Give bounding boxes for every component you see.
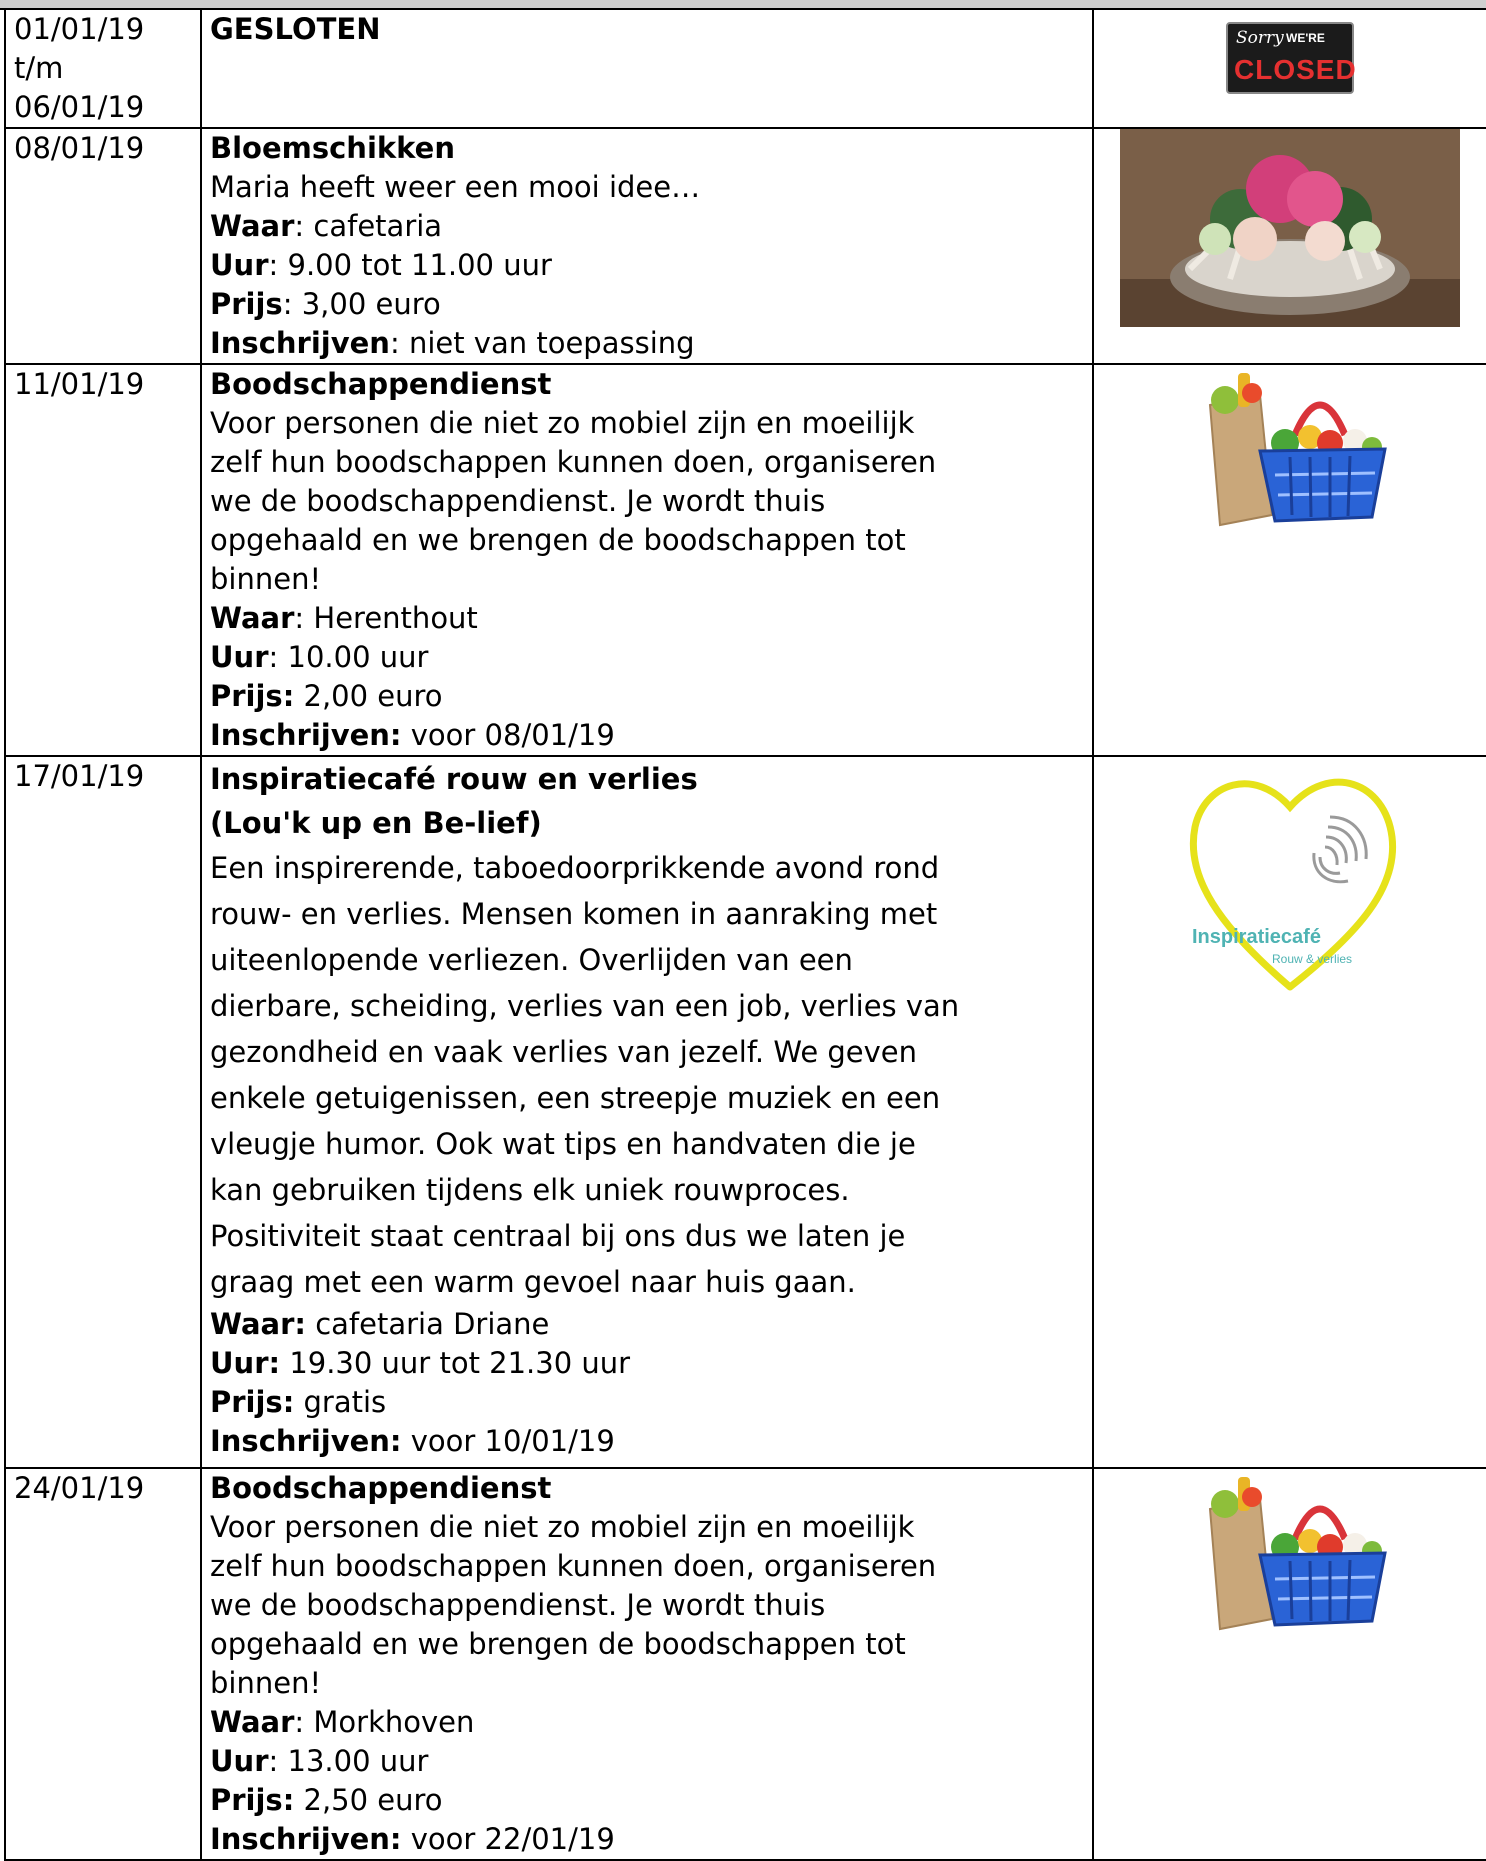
field-value: Herenthout [313, 601, 478, 635]
table-row [5, 128, 1486, 364]
description-line: opgehaald en we brengen de boodschappen tot [210, 523, 906, 557]
description-line: dierbare, scheiding, verlies van een job, verlies van [210, 989, 960, 1023]
description-line: binnen! [210, 1666, 322, 1700]
description-line: opgehaald en we brengen de boodschappen tot [210, 1627, 906, 1661]
field-label: Uur: [210, 1346, 281, 1380]
date-cell [5, 9, 201, 128]
description-cell [201, 128, 1093, 364]
field-label: Uur [210, 640, 269, 674]
description-line: rouw- en verlies. Mensen komen in aanraking met [210, 897, 938, 931]
field-value: gratis [303, 1385, 387, 1419]
date-cell [5, 128, 201, 364]
field-waar [210, 1305, 1084, 1344]
image-cell [1093, 128, 1486, 364]
activity-calendar-table [4, 8, 1486, 1861]
date-line: 24/01/19 [14, 1471, 145, 1505]
table-row [5, 1468, 1486, 1860]
field-label: Uur [210, 1744, 269, 1778]
date-cell [5, 756, 201, 1468]
closed-sign-sorry: Sorry [1236, 28, 1284, 48]
description-line: Voor personen die niet zo mobiel zijn en moeilijk [210, 1510, 915, 1544]
description-line: Een inspirerende, taboedoorprikkende avond rond [210, 851, 940, 885]
logo-title: Inspiratiecafé [1192, 926, 1321, 948]
closed-sign-closed: CLOSED [1234, 54, 1357, 85]
description-cell [201, 364, 1093, 756]
field-value: cafetaria [313, 209, 443, 243]
field-waar: Waar: Herenthout [210, 601, 478, 635]
closed-sign-image [1226, 22, 1357, 94]
field-waar: Waar: Morkhoven [210, 1705, 475, 1739]
description-cell [201, 1468, 1093, 1860]
description-line: Voor personen die niet zo mobiel zijn en moeilijk [210, 406, 915, 440]
activity-title: Boodschappendienst [210, 1471, 552, 1505]
table-row [5, 364, 1486, 756]
field-value: voor 08/01/19 [410, 718, 615, 752]
field-value: Morkhoven [313, 1705, 475, 1739]
field-label: Waar [210, 209, 295, 243]
field-label: Inschrijven [210, 326, 390, 360]
field-label: Prijs [210, 287, 283, 321]
date-line: 06/01/19 [14, 90, 145, 124]
closed-sign-were: WE'RE [1286, 31, 1325, 45]
table-row [5, 9, 1486, 128]
field-value: voor 10/01/19 [410, 1424, 615, 1458]
image-cell [1093, 756, 1486, 1468]
field-prijs [210, 1781, 1084, 1820]
field-value: cafetaria Driane [315, 1307, 550, 1341]
description-line: kan gebruiken tijdens elk uniek rouwproces. [210, 1173, 850, 1207]
field-label: Waar: [210, 1307, 306, 1341]
field-uur [210, 1344, 1084, 1383]
field-value: niet van toepassing [408, 326, 695, 360]
field-value: 3,00 euro [301, 287, 441, 321]
field-uur: Uur: 9.00 tot 11.00 uur [210, 248, 552, 282]
description-line: binnen! [210, 562, 322, 596]
date-cell [5, 364, 201, 756]
field-inschrijven [210, 1820, 1084, 1859]
activity-title: Bloemschikken [210, 131, 455, 165]
field-label: Inschrijven: [210, 1424, 402, 1458]
image-cell [1093, 364, 1486, 756]
field-value: 13.00 uur [287, 1744, 429, 1778]
field-prijs: Prijs: 3,00 euro [210, 287, 441, 321]
logo-subtitle: Rouw & verlies [1272, 952, 1353, 966]
field-value: 2,50 euro [303, 1783, 443, 1817]
inspiratiecafe-logo [1180, 757, 1400, 1007]
description-line: we de boodschappendienst. Je wordt thuis [210, 1588, 826, 1622]
field-label: Uur [210, 248, 269, 282]
shopping-basket-image [1190, 1469, 1390, 1649]
description-cell [201, 756, 1093, 1468]
date-line: 11/01/19 [14, 367, 145, 401]
description-line: gezondheid en vaak verlies van jezelf. We geven [210, 1035, 918, 1069]
field-label: Prijs: [210, 679, 295, 713]
field-inschrijven: Inschrijven: niet van toepassing [210, 326, 695, 360]
field-label: Prijs: [210, 1385, 295, 1419]
image-cell [1093, 1468, 1486, 1860]
field-label: Inschrijven: [210, 718, 402, 752]
date-cell [5, 1468, 201, 1860]
field-prijs [210, 1383, 1084, 1422]
date-line: 08/01/19 [14, 131, 145, 165]
field-uur: Uur: 13.00 uur [210, 1744, 429, 1778]
field-label: Prijs: [210, 1783, 295, 1817]
description-line: we de boodschappendienst. Je wordt thuis [210, 484, 826, 518]
description-line: zelf hun boodschappen kunnen doen, organiseren [210, 1549, 937, 1583]
description-cell [201, 9, 1093, 128]
image-cell [1093, 9, 1486, 128]
activity-subtitle: (Lou'k up en Be-lief) [210, 806, 542, 840]
description-line: vleugje humor. Ook wat tips en handvaten die je [210, 1127, 916, 1161]
activity-title: Boodschappendienst [210, 367, 552, 401]
field-value: 2,00 euro [303, 679, 443, 713]
description-line: graag met een warm gevoel naar huis gaan. [210, 1265, 856, 1299]
description-line: zelf hun boodschappen kunnen doen, organiseren [210, 445, 937, 479]
table-row [5, 756, 1486, 1468]
field-prijs [210, 677, 1084, 716]
field-label: Waar [210, 601, 295, 635]
activity-title: GESLOTEN [210, 12, 381, 46]
description-line: enkele getuigenissen, een streepje muziek en een [210, 1081, 941, 1115]
description-line: uiteenlopende verliezen. Overlijden van een [210, 943, 853, 977]
date-line: 17/01/19 [14, 759, 145, 793]
description-line: Positiviteit staat centraal bij ons dus we laten je [210, 1219, 906, 1253]
field-value: 9.00 tot 11.00 uur [287, 248, 552, 282]
shopping-basket-image [1190, 365, 1390, 545]
field-uur: Uur: 10.00 uur [210, 640, 429, 674]
date-line: t/m [14, 51, 64, 85]
field-waar: Waar: cafetaria [210, 209, 443, 243]
field-label: Inschrijven: [210, 1822, 402, 1856]
field-value: 10.00 uur [287, 640, 429, 674]
date-line: 01/01/19 [14, 12, 145, 46]
field-inschrijven [210, 716, 1084, 755]
field-value: voor 22/01/19 [410, 1822, 615, 1856]
flower-arrangement-image [1120, 129, 1460, 327]
field-label: Waar [210, 1705, 295, 1739]
field-inschrijven [210, 1422, 1084, 1461]
activity-title: Inspiratiecafé rouw en verlies [210, 762, 698, 796]
description-line: Maria heeft weer een mooi idee… [210, 170, 701, 204]
field-value: 19.30 uur tot 21.30 uur [289, 1346, 631, 1380]
